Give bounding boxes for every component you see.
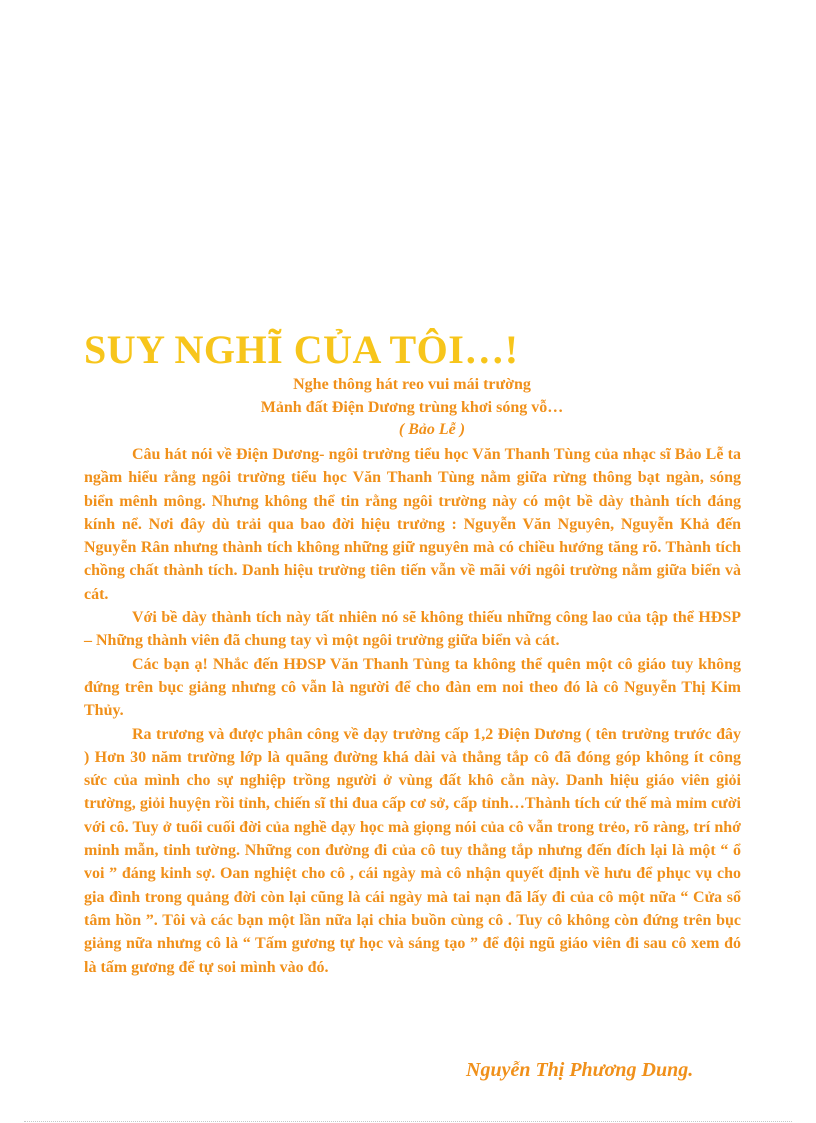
document-title: SUY NGHĨ CỦA TÔI…! [84,327,519,372]
poem-line-2: Mảnh đất Điện Dương trùng khơi sóng vỗ… [260,399,564,416]
poem-line-1: Nghe thông hát reo vui mái trường [293,376,531,393]
paragraph-2: Với bề dày thành tích này tất nhiên nó sẽ không thiếu những công lao của tập thể HĐSP – Những thành viên đã chung tay vì một ngôi trường giữa biển và cát. [84,609,741,650]
poem-attribution: ( Bảo Lễ ) [398,421,466,438]
page-bottom-divider [24,1121,792,1122]
paragraph-4: Ra trương và được phân công về dạy trường cấp 1,2 Điện Dương ( tên trường trước đây ) Hơn 30 năm trường lớp là quãng đường khá dài và thẳng tắp cô đã đóng góp không ít công sức của mình cho sự nghiệp trồng người ở vùng đất khô cằn này. Danh hiệu giáo viên giỏi trường, giỏi huyện rồi tỉnh, chiến sĩ thi đua cấp cơ sở, cấp tỉnh…Thành tích cứ thế mà mỉm cười với cô. Tuy ở tuổi cuối đời của nghề dạy học mà giọng nói của cô vẫn trong trẻo, rõ ràng, trí nhớ minh mẫn, tinh tường. Những con đường đi của cô tuy thẳng tắp nhưng đến đích lại là một “ ổ voi ” đáng kinh sợ. Oan nghiệt cho cô , cái ngày mà cô nhận quyết định về hưu để phục vụ cho gia đình trong quảng đời còn lại cũng là cái ngày mà tai nạn đã lấy đi của cô một nữa “ Cửa sổ tâm hồn ”. Tôi và các bạn một lần nữa lại chia buồn cùng cô . Tuy cô không còn đứng trên bục giảng nữa nhưng cô là “ Tấm gương tự học và sáng tạo ” để đội ngũ giáo viên đi sau cô xem đó là tấm gương để tự soi mình vào đó. [84,725,741,976]
paragraph-1: Câu hát nói về Điện Dương- ngôi trường tiểu học Văn Thanh Tùng của nhạc sĩ Bảo Lễ ta ngầm hiểu rằng ngôi trường tiểu học Văn Thanh Tùng nằm giữa rừng thông bạt ngàn, sóng biển mênh mông. Nhưng không thể tin rằng ngôi trường này có một bề dày thành tích đáng kính nể. Nơi đây dù trải qua bao đời hiệu trưởng : Nguyễn Văn Nguyên, Nguyễn Khả đến Nguyễn Rân nhưng thành tích không những giữ nguyên mà có chiều hướng tăng rõ. Thành tích chồng chất thành tích. Danh hiệu trường tiên tiến vẫn về mãi với ngôi trường nằm giữa biển và cát. [84,446,741,603]
paragraph-3: Các bạn ạ! Nhắc đến HĐSP Văn Thanh Tùng ta không thể quên một cô giáo tuy không đứng trên bục giảng nhưng cô vẫn là người để cho đàn em noi theo đó là cô Nguyễn Thị Kim Thủy. [84,655,741,720]
article-body [84,443,741,979]
author-signature: Nguyễn Thị Phương Dung. [466,1059,694,1081]
